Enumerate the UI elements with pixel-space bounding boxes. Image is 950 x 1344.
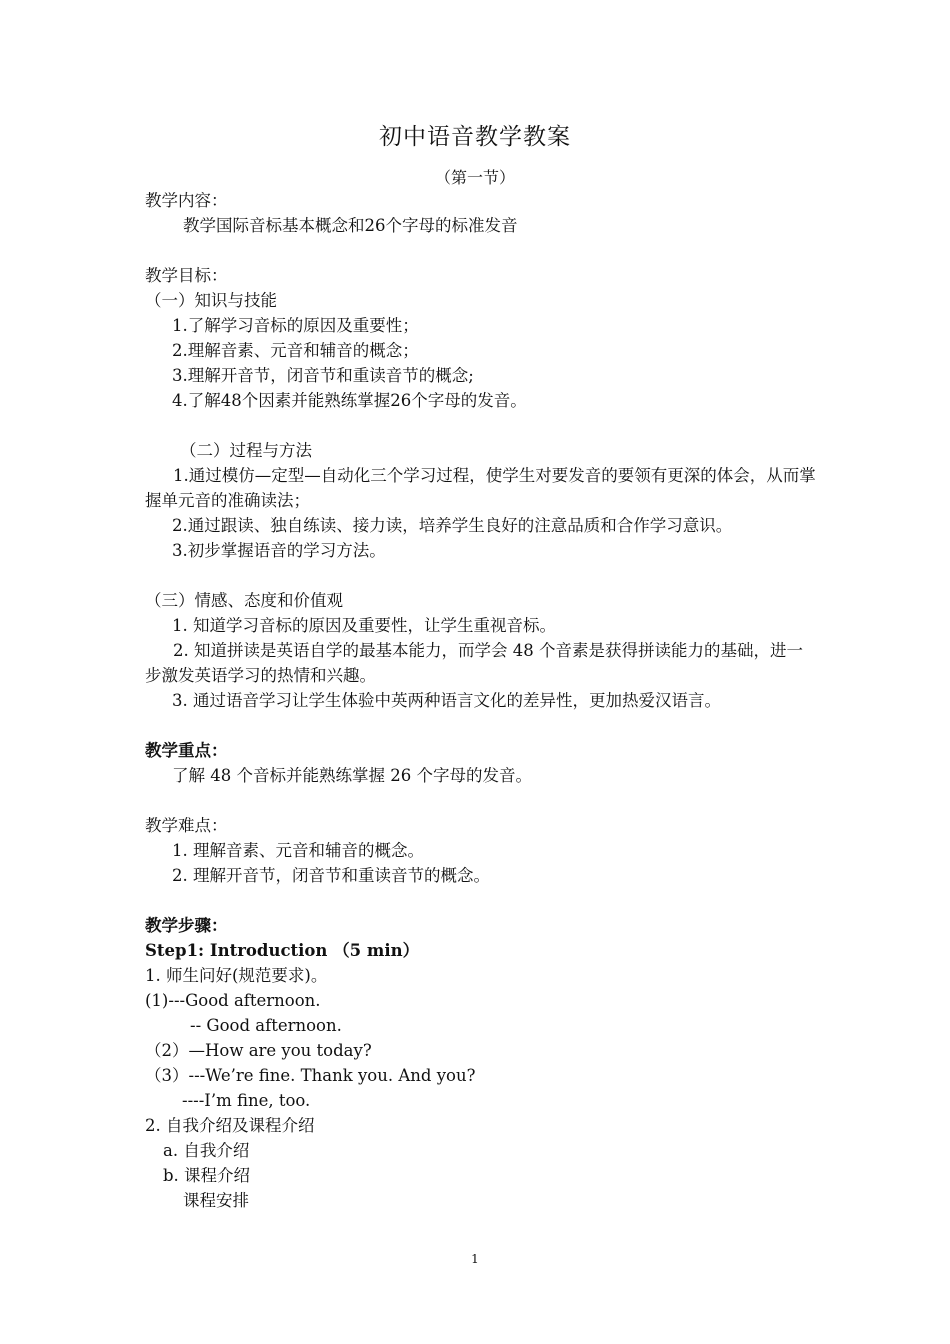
document-title: 初中语音教学教案: [379, 124, 571, 150]
dialogue-line: ----I’m fine, too.: [182, 1091, 311, 1110]
dialogue-line: -- Good afternoon.: [190, 1016, 342, 1035]
section1-item: 4.了解48个因素并能熟练掌握26个字母的发音。: [172, 391, 527, 410]
key-heading: 教学重点：: [145, 741, 228, 760]
content-heading: 教学内容：: [145, 191, 228, 210]
step1-line: b. 课程介绍: [163, 1166, 251, 1185]
key-text: 了解 48 个音标并能熟练掌握 26 个字母的发音。: [172, 766, 532, 785]
section2-heading: （二）过程与方法: [180, 441, 312, 460]
step1-line: 2. 自我介绍及课程介绍: [145, 1116, 315, 1135]
dialogue-line: （3）---We’re fine. Thank you. And you?: [145, 1066, 476, 1085]
difficulty-heading: 教学难点：: [145, 816, 228, 835]
section1-item: 1.了解学习音标的原因及重要性；: [172, 316, 419, 335]
dialogue-line: (1)---Good afternoon.: [145, 991, 321, 1010]
section1-item: 3.理解开音节，闭音节和重读音节的概念;: [172, 366, 474, 385]
section2-item: 1.通过模仿—定型—自动化三个学习过程，使学生对要发音的要领有更深的体会，从而掌握单元音的准确读法；: [145, 466, 816, 510]
step1-line: 1. 师生问好(规范要求)。: [145, 966, 328, 985]
section1-heading: （一）知识与技能: [145, 291, 277, 310]
content-text: 教学国际音标基本概念和26个字母的标准发音: [183, 216, 518, 235]
difficulty-item: 2. 理解开音节，闭音节和重读音节的概念。: [172, 866, 490, 885]
steps-heading: 教学步骤：: [145, 916, 228, 935]
difficulty-item: 1. 理解音素、元音和辅音的概念。: [172, 841, 424, 860]
step1-line: 课程安排: [183, 1191, 249, 1210]
step1-heading: Step1: Introduction （5 min）: [145, 941, 420, 960]
section3-heading: （三）情感、态度和价值观: [145, 591, 343, 610]
section2-item: 2.通过跟读、独自练读、接力读，培养学生良好的注意品质和合作学习意识。: [172, 516, 733, 535]
dialogue-line: （2）—How are you today?: [145, 1041, 372, 1060]
section3-item: 2. 知道拼读是英语自学的最基本能力，而学会 48 个音素是获得拼读能力的基础，进一步激发英语学习的热情和兴趣。: [145, 641, 803, 685]
section3-item: 3. 通过语音学习让学生体验中英两种语言文化的差异性，更加热爱汉语言。: [172, 691, 721, 710]
step1-line: a. 自我介绍: [163, 1141, 250, 1160]
goals-heading: 教学目标：: [145, 266, 228, 285]
section1-item: 2.理解音素、元音和辅音的概念；: [172, 341, 419, 360]
document-subtitle: （第一节）: [434, 168, 515, 187]
section3-item: 1. 知道学习音标的原因及重要性，让学生重视音标。: [172, 616, 556, 635]
section2-item: 3.初步掌握语音的学习方法。: [172, 541, 386, 560]
page-number: 1: [471, 1252, 479, 1266]
